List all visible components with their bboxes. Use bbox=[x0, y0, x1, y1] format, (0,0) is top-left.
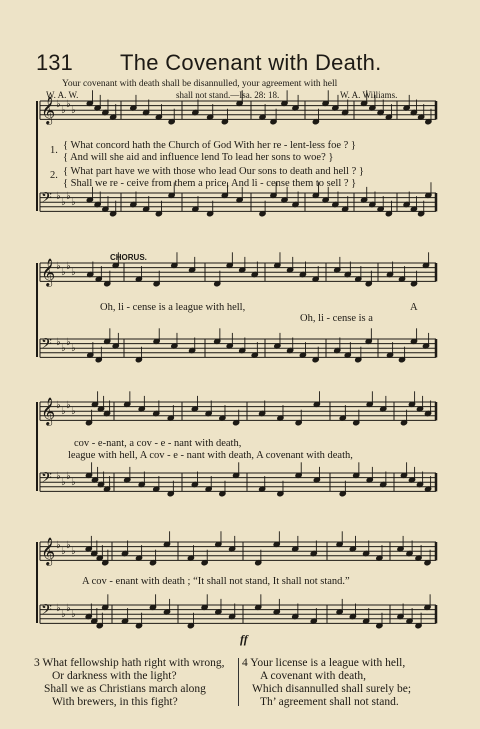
verse-2-line-1: { What part have we with those who lead Our sons to death and hell ? } bbox=[63, 166, 364, 177]
bass-clef: 𝄢 bbox=[41, 190, 52, 210]
dynamic-fortissimo: ff bbox=[240, 632, 248, 646]
stanza-4 bbox=[242, 657, 411, 709]
key-signature-flat: ♭ bbox=[66, 400, 71, 411]
key-signature-flat: ♭ bbox=[66, 603, 71, 614]
key-signature-flat: ♭ bbox=[66, 261, 71, 272]
verse-1-number: 1. bbox=[50, 145, 58, 156]
key-signature-flat: ♭ bbox=[56, 191, 61, 202]
key-signature-flat: ♭ bbox=[71, 197, 76, 208]
verse-2-line-2: { Shall we re - ceive from them a price, And li - cense them to sell ? } bbox=[63, 178, 357, 189]
key-signature-flat: ♭ bbox=[71, 343, 76, 354]
key-signature-flat: ♭ bbox=[61, 406, 66, 417]
treble-clef: 𝄞 bbox=[41, 537, 56, 565]
key-signature-flat: ♭ bbox=[56, 471, 61, 482]
key-signature-flat: ♭ bbox=[71, 609, 76, 620]
bass-clef: 𝄢 bbox=[41, 470, 52, 490]
lyricist-credit: W. A. W. bbox=[46, 90, 79, 100]
scripture-epigraph-line2: shall not stand.—Isa. 28: 18. bbox=[176, 90, 280, 100]
stanza-4-line-1: 4 Your license is a league with hell, bbox=[242, 657, 406, 669]
key-signature-flat: ♭ bbox=[56, 540, 61, 551]
treble-clef: 𝄞 bbox=[41, 397, 56, 425]
key-signature-flat: ♭ bbox=[71, 406, 76, 417]
chorus-lyric-lower: Oh, li - cense is a bbox=[300, 313, 373, 324]
system4-lyric: A cov - enant with death ; “It shall not stand, It shall not stand.” bbox=[82, 576, 350, 587]
treble-clef: 𝄞 bbox=[41, 258, 56, 286]
key-signature-flat: ♭ bbox=[66, 337, 71, 348]
stanza-3-line-4: With brewers, in this fight? bbox=[52, 696, 178, 708]
chorus-lyric-upper-end: A bbox=[410, 302, 418, 313]
composer-credit: W. A. Williams. bbox=[340, 90, 398, 100]
key-signature-flat: ♭ bbox=[71, 477, 76, 488]
system3-lyric-lower: league with hell, A cov - e - nant with death, A covenant with death, bbox=[68, 450, 353, 461]
key-signature-flat: ♭ bbox=[71, 267, 76, 278]
key-signature-flat: ♭ bbox=[56, 337, 61, 348]
hymn-number: 131 bbox=[36, 50, 73, 75]
stanza-3-line-1: 3 What fellowship hath right with wrong, bbox=[34, 657, 225, 669]
stanza-3-line-3: Shall we as Christians march along bbox=[44, 683, 206, 695]
bass-clef: 𝄢 bbox=[41, 602, 52, 622]
chorus-lyric-upper: Oh, li - cense is a league with hell, bbox=[100, 302, 246, 313]
stanza-4-line-3: Which disannulled shall surely be; bbox=[252, 683, 412, 695]
key-signature-flat: ♭ bbox=[61, 105, 66, 116]
key-signature-flat: ♭ bbox=[61, 267, 66, 278]
key-signature-flat: ♭ bbox=[66, 191, 71, 202]
stanza-4-line-4: Th’ agreement shall not stand. bbox=[260, 696, 399, 708]
key-signature-flat: ♭ bbox=[61, 546, 66, 557]
stanza-divider bbox=[238, 658, 239, 706]
key-signature-flat: ♭ bbox=[71, 546, 76, 557]
key-signature-flat: ♭ bbox=[61, 609, 66, 620]
key-signature-flat: ♭ bbox=[56, 261, 61, 272]
key-signature-flat: ♭ bbox=[66, 540, 71, 551]
key-signature-flat: ♭ bbox=[66, 99, 71, 110]
key-signature-flat: ♭ bbox=[61, 477, 66, 488]
treble-clef: 𝄞 bbox=[41, 96, 56, 124]
chorus-label: CHORUS. bbox=[110, 253, 147, 262]
bass-clef: 𝄢 bbox=[41, 336, 52, 356]
stanza-3 bbox=[34, 657, 224, 709]
verse-2-number: 2. bbox=[50, 170, 58, 181]
key-signature-flat: ♭ bbox=[56, 99, 61, 110]
key-signature-flat: ♭ bbox=[61, 343, 66, 354]
verse-1-line-1: { What concord hath the Church of God With her re - lent-less foe ? } bbox=[63, 140, 356, 151]
key-signature-flat: ♭ bbox=[71, 105, 76, 116]
verse-1-line-2: { And will she aid and influence lend To lead her sons to woe? } bbox=[63, 152, 334, 163]
key-signature-flat: ♭ bbox=[66, 471, 71, 482]
key-signature-flat: ♭ bbox=[56, 400, 61, 411]
scripture-epigraph-line1: Your covenant with death shall be disannulled, your agreement with hell bbox=[62, 79, 338, 89]
stanza-3-line-2: Or darkness with the light? bbox=[52, 670, 177, 682]
key-signature-flat: ♭ bbox=[61, 197, 66, 208]
system3-lyric-upper: cov - e-nant, a cov - e - nant with death, bbox=[74, 438, 242, 449]
hymn-title: The Covenant with Death. bbox=[120, 50, 382, 75]
key-signature-flat: ♭ bbox=[56, 603, 61, 614]
stanza-4-line-2: A covenant with death, bbox=[260, 670, 367, 682]
